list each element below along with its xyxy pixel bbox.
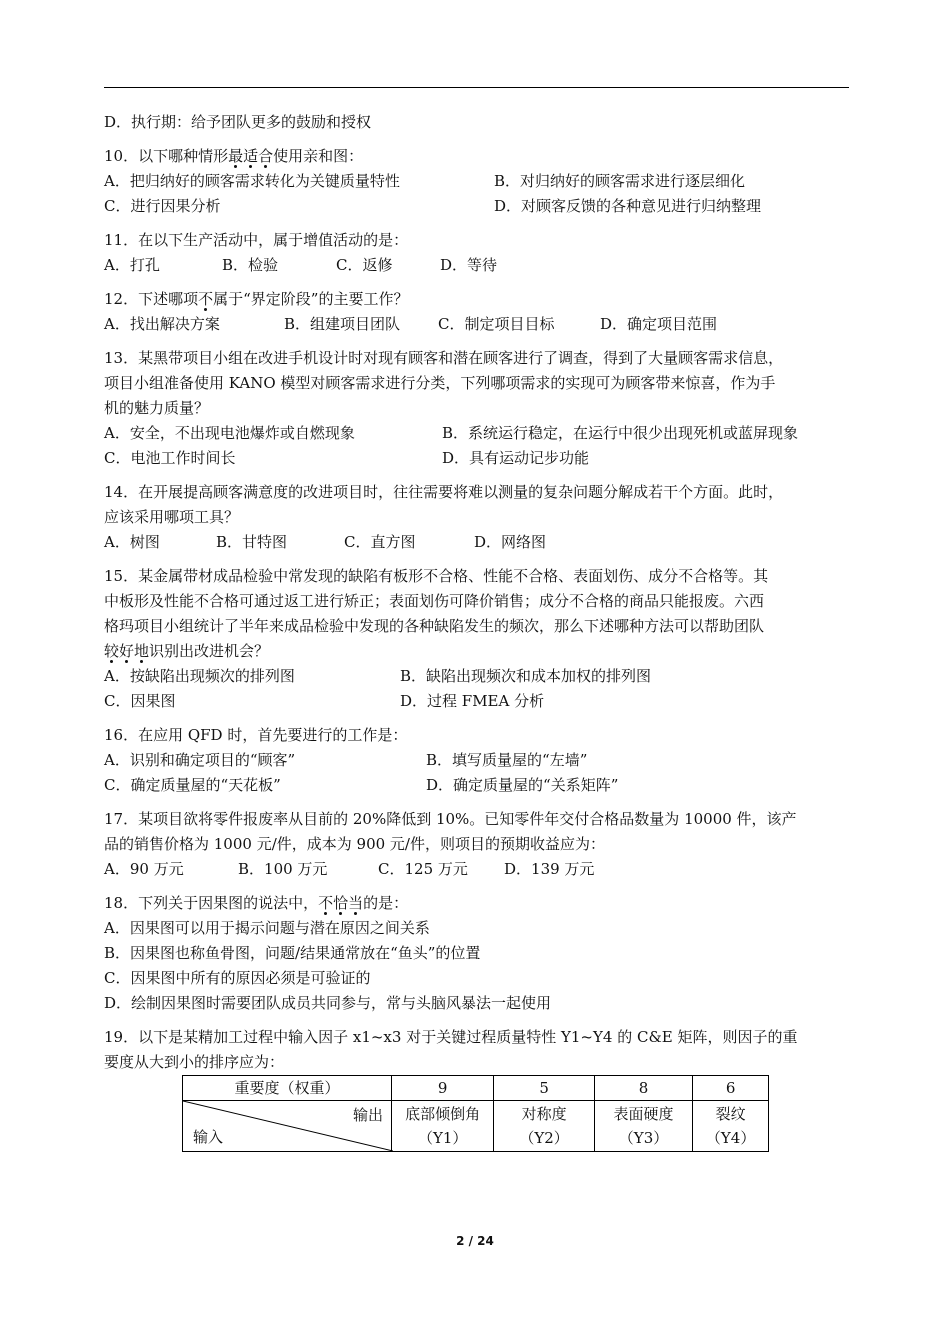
page-number: 2 / 24 (456, 1234, 494, 1248)
q17-stem-line1: 17．某项目欲将零件报废率从目前的 20%降低到 10%。已知零件年交付合格品数量为 10000 件，该产 (104, 810, 797, 828)
weight-y4-cell: 6 (693, 1076, 769, 1101)
q15-options-row2 (104, 689, 849, 714)
weight-y2-cell: 5 (494, 1076, 594, 1101)
q13-stem-line1: 13．某黑带项目小组在改进手机设计时对现有顾客和潜在顾客进行了调查，得到了大量顾客需求信息， (104, 349, 784, 367)
ce-matrix-wrapper (104, 1075, 849, 1155)
q13-options-row2 (104, 446, 849, 471)
q16-options-row1 (104, 748, 849, 773)
q19-stem-line1: 19．以下是某精加工过程中输入因子 x1~x3 对于关键过程质量特性 Y1~Y4 的 C&E 矩阵，则因子的重 (104, 1028, 798, 1046)
q18-option-d: D．绘制因果图时需要团队成员共同参与，常与头脑风暴法一起使用 (104, 994, 552, 1012)
q15-stem-line2: 中板形及性能不合格可通过返工进行矫正；表面划伤可降价销售；成分不合格的商品只能报废。六西 (104, 592, 765, 610)
q17-options (104, 857, 849, 882)
q14-option-b: B．甘特图 (216, 533, 288, 551)
q12-emphasis: 不 (198, 290, 214, 308)
q14-option-c: C．直方图 (344, 533, 416, 551)
q10-options-row1 (104, 169, 849, 194)
q11-stem: 11．在以下生产活动中，属于增值活动的是： (104, 231, 409, 249)
weight-label-cell: 重要度（权重） (183, 1076, 392, 1101)
q14-option-d: D．网络图 (474, 533, 547, 551)
q17-option-b: B．100 万元 (238, 860, 328, 878)
table-row-weights (183, 1076, 769, 1101)
q12-option-c: C．制定项目目标 (438, 315, 555, 333)
q19-stem-line2: 要度从大到小的排序应为： (104, 1053, 285, 1071)
q15-option-c: C．因果图 (104, 692, 176, 710)
q17-option-a: A．90 万元 (104, 860, 184, 878)
header-rule (104, 87, 849, 88)
q16-stem: 16．在应用 QFD 时，首先要进行的工作是： (104, 726, 408, 744)
weight-y1-cell: 9 (391, 1076, 493, 1101)
q13-option-d: D．具有运动记步功能 (442, 449, 590, 467)
q16-option-b: B．填写质量屋的“左墙” (426, 751, 588, 769)
q14-option-a: A．树图 (104, 533, 160, 551)
q16-options-row2 (104, 773, 849, 798)
q14-stem-line1: 14．在开展提高顾客满意度的改进项目时，往往需要将难以测量的复杂问题分解成若干个方面。此时， (104, 483, 784, 501)
q17-option-c: C．125 万元 (378, 860, 468, 878)
q13-option-c: C．电池工作时间长 (104, 449, 236, 467)
q15-stem-line4: 较好地识别出改进机会？ (104, 642, 270, 660)
q16-option-c: C．确定质量屋的“天花板” (104, 776, 281, 794)
q18-stem: 18．下列关于因果图的说法中，不恰当的是： (104, 894, 409, 912)
q9-option-d: D．执行期：给予团队更多的鼓励和授权 (104, 113, 372, 131)
q15-option-d: D．过程 FMEA 分析 (400, 692, 545, 710)
q18-option-b: B．因果图也称鱼骨图，问题/结果通常放在“鱼头”的位置 (104, 944, 481, 962)
q10-option-a: A．把归纳好的顾客需求转化为关键质量特性 (104, 172, 400, 190)
q13-options-row1 (104, 421, 849, 446)
q10-option-c: C．进行因果分析 (104, 197, 221, 215)
q16-option-d: D．确定质量屋的“关系矩阵” (426, 776, 619, 794)
q12-options (104, 312, 849, 337)
q13-stem-line3: 机的魅力质量？ (104, 399, 210, 417)
q12-stem: 12．下述哪项不属于“界定阶段”的主要工作？ (104, 290, 409, 308)
q15-options-row1 (104, 664, 849, 689)
q16-option-a: A．识别和确定项目的“顾客” (104, 751, 296, 769)
column-header-y2: 对称度 （Y2） (494, 1101, 594, 1152)
q12-option-b: B．组建项目团队 (284, 315, 401, 333)
q18-emphasis: 不恰当 (318, 894, 364, 912)
q15-option-b: B．缺陷出现频次和成本加权的排列图 (400, 667, 652, 685)
q15-stem-line1: 15．某金属带材成品检验中常发现的缺陷有板形不合格、性能不合格、表面划伤、成分不合格等。其 (104, 567, 769, 585)
document-body (104, 110, 849, 1155)
q10-option-d: D．对顾客反馈的各种意见进行归纳整理 (494, 197, 762, 215)
q13-option-a: A．安全，不出现电池爆炸或自燃现象 (104, 424, 355, 442)
q11-option-b: B．检验 (222, 256, 279, 274)
q14-stem-line2: 应该采用哪项工具？ (104, 508, 240, 526)
diagonal-header-cell (183, 1101, 392, 1152)
q13-option-b: B．系统运行稳定，在运行中很少出现死机或蓝屏现象 (442, 424, 799, 442)
q12-option-a: A．找出解决方案 (104, 315, 220, 333)
q10-emphasis: 最适合 (228, 147, 274, 165)
table-row-headers (183, 1101, 769, 1152)
column-header-y1: 底部倾倒角 （Y1） (391, 1101, 493, 1152)
weight-y3-cell: 8 (594, 1076, 692, 1101)
q15-emphasis: 较好地 (104, 642, 150, 660)
q13-stem-line2: 项目小组准备使用 KANO 模型对顾客需求进行分类，下列哪项需求的实现可为顾客带来惊喜，作为手 (104, 374, 776, 392)
q11-option-c: C．返修 (336, 256, 393, 274)
q12-option-d: D．确定项目范围 (600, 315, 718, 333)
column-header-y4: 裂纹 （Y4） (693, 1101, 769, 1152)
q17-stem-line2: 品的销售价格为 1000 元/件，成本为 900 元/件，则项目的预期收益应为： (104, 835, 605, 853)
q11-option-d: D．等待 (440, 256, 498, 274)
q18-option-c: C．因果图中所有的原因必须是可验证的 (104, 969, 371, 987)
q17-option-d: D．139 万元 (504, 860, 595, 878)
ce-matrix-table (182, 1075, 769, 1152)
q15-option-a: A．按缺陷出现频次的排列图 (104, 667, 295, 685)
q11-option-a: A．打孔 (104, 256, 160, 274)
q14-options (104, 530, 849, 555)
input-label: 输入 (193, 1128, 224, 1146)
q18-option-a: A．因果图可以用于揭示问题与潜在原因之间关系 (104, 919, 430, 937)
q10-options-row2 (104, 194, 849, 219)
output-label: 输出 (352, 1106, 383, 1124)
q11-options (104, 253, 849, 278)
column-header-y3: 表面硬度 （Y3） (594, 1101, 692, 1152)
q10-option-b: B．对归纳好的顾客需求进行逐层细化 (494, 172, 746, 190)
q15-stem-line3: 格玛项目小组统计了半年来成品检验中发现的各种缺陷发生的频次，那么下述哪种方法可以帮助团队 (104, 617, 765, 635)
q10-stem: 10．以下哪种情形最适合使用亲和图： (104, 147, 364, 165)
